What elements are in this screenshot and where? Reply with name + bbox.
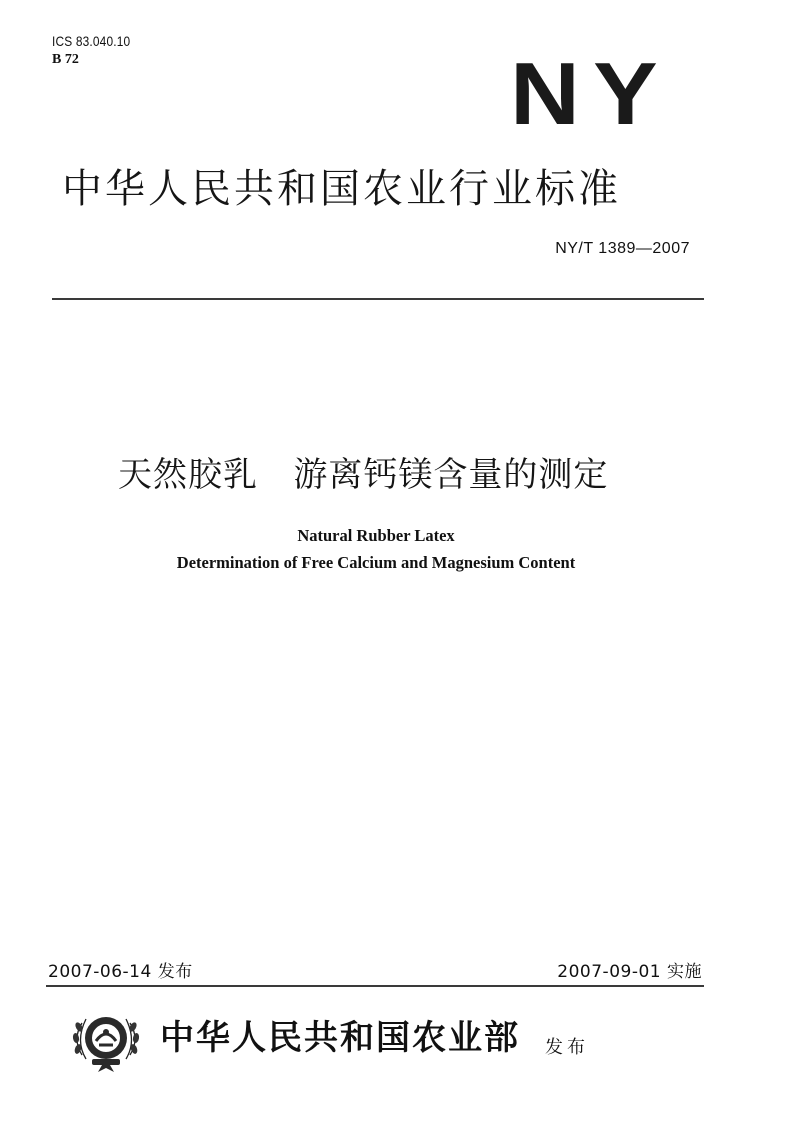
ministry-emblem-icon bbox=[62, 1005, 150, 1073]
standard-number: NY/T 1389—2007 bbox=[555, 240, 690, 257]
document-title-chinese: 天然胶乳 游离钙镁含量的测定 bbox=[118, 455, 609, 495]
ny-logo: NY bbox=[510, 44, 671, 143]
emblem-graphic bbox=[62, 1005, 150, 1073]
standard-type-heading: 中华人民共和国农业行业标准 bbox=[62, 166, 621, 212]
header-divider bbox=[52, 298, 704, 300]
issue-date: 2007-06-14 发布 bbox=[48, 962, 193, 982]
ics-code: ICS 83.040.10 bbox=[52, 33, 131, 49]
document-title-english bbox=[0, 522, 752, 576]
ccs-code: B 72 bbox=[52, 52, 79, 67]
issuing-authority-action: 发布 bbox=[545, 1037, 589, 1058]
footer-divider bbox=[46, 985, 704, 987]
issuing-authority: 中华人民共和国农业部 bbox=[160, 1018, 520, 1058]
document-title-english-line2: Determination of Free Calcium and Magnesium Content bbox=[176, 553, 576, 572]
document-title-english-line1: Natural Rubber Latex bbox=[297, 526, 455, 545]
implementation-date: 2007-09-01 实施 bbox=[557, 962, 702, 982]
